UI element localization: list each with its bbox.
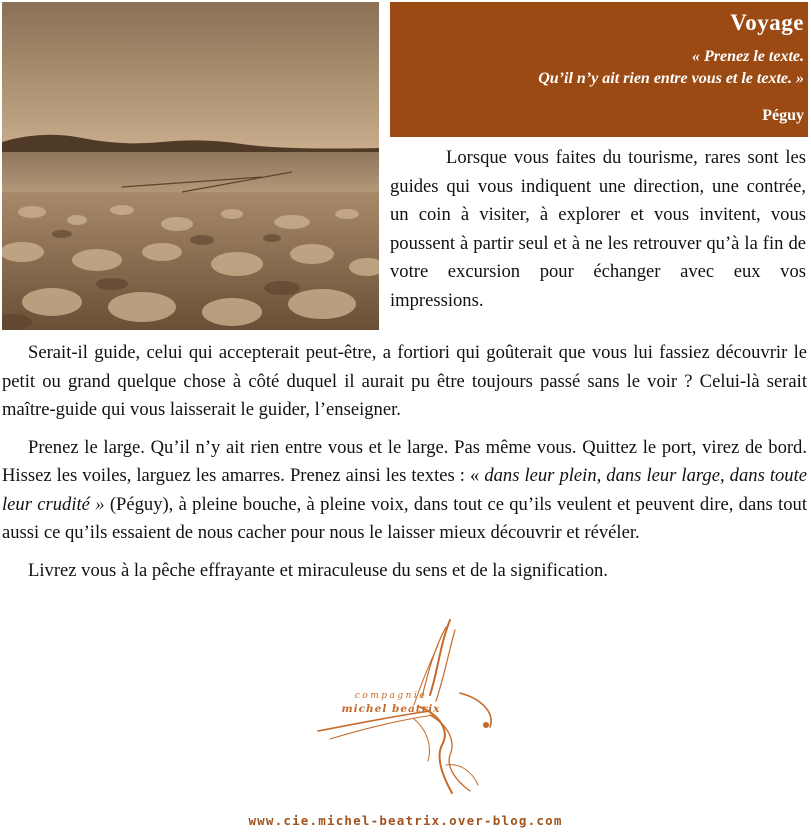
quoted-italic-2: dans toute leur crudité »	[2, 465, 808, 515]
logo-line-2: michel beatrix	[341, 703, 441, 715]
body-text	[2, 339, 807, 594]
paragraph-4: Livrez vous à la pêche effrayante et miraculeuse du sens et de la signification.	[28, 559, 608, 581]
quote-line-2: Qu’il n’y ait rien entre vous et le texte. »	[538, 70, 804, 87]
logo-line-1: compagnie	[354, 691, 428, 701]
quote-author: Péguy	[762, 107, 804, 124]
title-banner	[390, 2, 808, 137]
website-link[interactable]: www.cie.michel-beatrix.over-blog.com	[248, 813, 563, 828]
page-title: Voyage	[730, 10, 804, 35]
riverbank-photo	[2, 2, 379, 330]
epigraph-quote	[390, 46, 804, 90]
paragraph-2: Serait-il guide, celui qui accepterait peut-être, a fortiori qui goûterait que vous lui fassiez découvrir le petit ou grand quelque chose à côté duquel il aurait pu être toujours passé sans le voir ? Celui-là serait maître-guide qui vous laisserait le guider, l’enseigner.	[2, 342, 807, 420]
quote-line-1: « Prenez le texte.	[692, 48, 804, 65]
quoted-italic-1: dans leur plein, dans leur large	[484, 465, 720, 486]
paragraph-3: Prenez le large. Qu’il n’y ait rien entre vous et le large. Pas même vous. Quittez le port, virez de bord. Hissez les voiles, larguez les amarres. Prenez ainsi les textes : « dans leur plein, dans leur large, dans toute leur crudité » (Péguy), à pleine bouche, à pleine voix, dans tout ce qu’ils veulent et peuvent dire, dans tout aussi ce qu’ils essaient de nous cacher pour nous le laisser mieux découvrir et révéler.	[2, 436, 808, 543]
intro-paragraph: Lorsque vous faites du tourisme, rares sont les guides qui vous indiquent une direction, une contrée, un coin à visiter, à explorer et vous invitent, vous poussent à partir seul et à ne les retrouver qu’à la fin de votre excursion pour échanger avec eux vos impressions.	[390, 147, 806, 311]
logo-text	[336, 690, 446, 716]
